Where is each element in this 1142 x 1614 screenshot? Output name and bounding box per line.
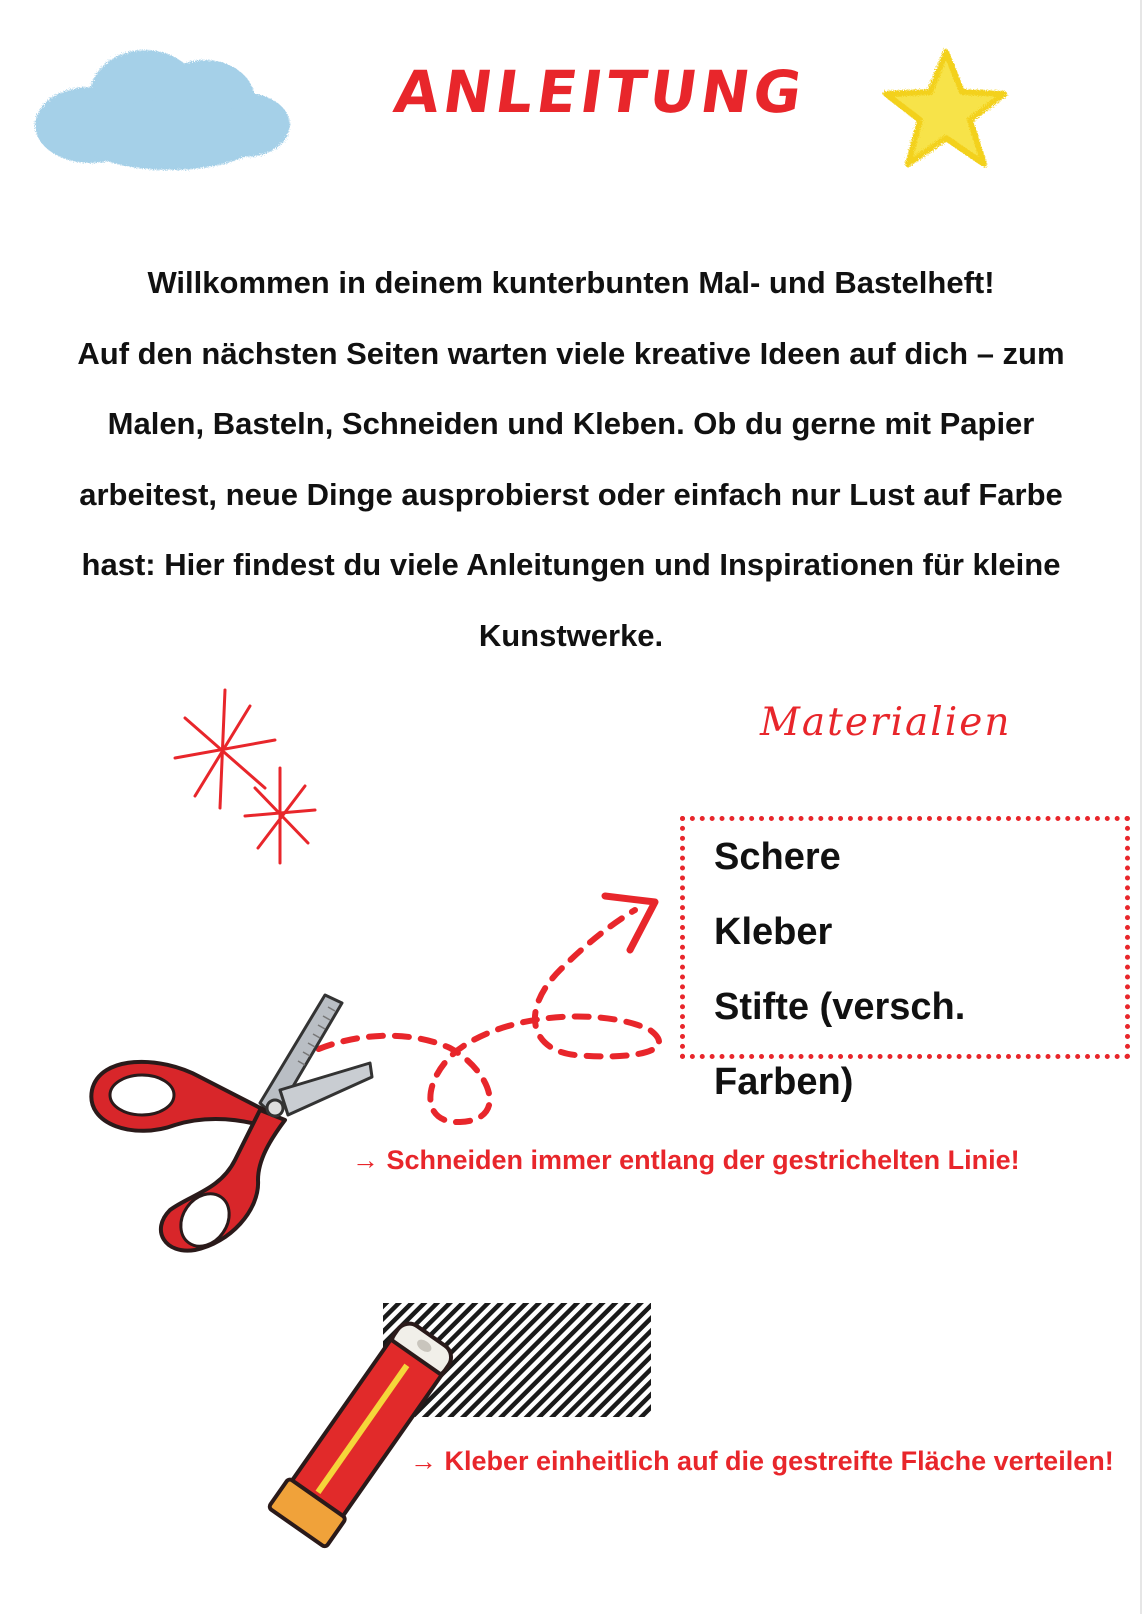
intro-line: arbeitest, neue Dinge ausprobierst oder einfach nur Lust auf Farbe xyxy=(79,476,1063,512)
intro-paragraph xyxy=(0,248,1142,671)
list-item: Schere xyxy=(714,836,841,878)
page-title: ANLEITUNG xyxy=(390,58,810,126)
list-item: Kleber xyxy=(714,911,833,953)
cloud-icon xyxy=(30,40,300,180)
sparkle-icon xyxy=(170,688,320,868)
materials-heading: Materialien xyxy=(760,700,1012,745)
glue-instruction: → Kleber einheitlich auf die gestreifte Fläche verteilen! xyxy=(410,1446,1114,1476)
cut-instruction: → Schneiden immer entlang der gestrichelten Linie! xyxy=(352,1145,1020,1175)
intro-line: hast: Hier findest du viele Anleitungen und Inspirationen für kleine xyxy=(81,547,1061,582)
intro-line: Kunstwerke. xyxy=(478,617,664,653)
intro-line: Malen, Basteln, Schneiden und Kleben. Ob du gerne mit Papier xyxy=(107,406,1035,441)
list-item: Farben) xyxy=(714,1061,854,1103)
intro-line: Auf den nächsten Seiten warten viele kreative Ideen auf dich – zum xyxy=(77,335,1065,371)
glue-stick-icon xyxy=(260,1315,460,1555)
star-icon xyxy=(880,44,1010,174)
list-item: Stifte (versch. xyxy=(714,986,966,1028)
materials-list xyxy=(714,826,1134,1126)
scissors-icon xyxy=(80,985,390,1260)
intro-line: Willkommen in deinem kunterbunten Mal- und Bastelheft! xyxy=(147,265,995,300)
